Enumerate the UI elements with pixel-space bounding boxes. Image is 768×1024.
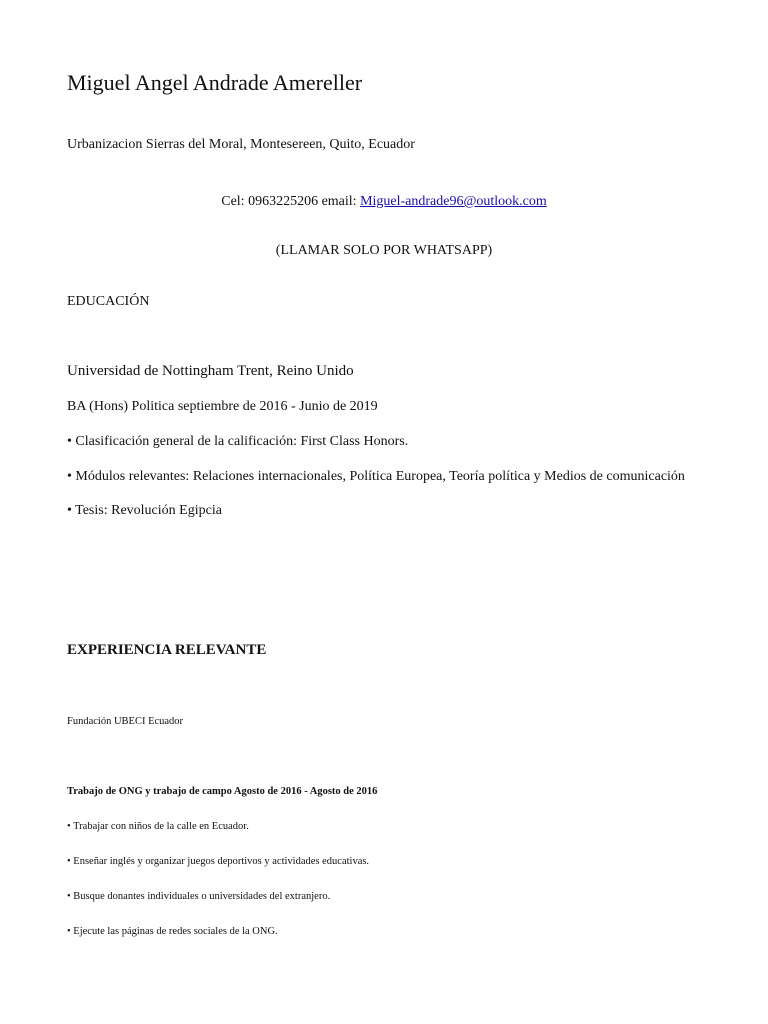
- experience-bullet: • Enseñar inglés y organizar juegos deportivos y actividades educativas.: [67, 856, 370, 867]
- experience-bullet: • Ejecute las páginas de redes sociales de la ONG.: [67, 926, 278, 937]
- degree-line: BA (Hons) Politica septiembre de 2016 - Junio de 2019: [67, 399, 378, 414]
- experience-bullet: • Trabajar con niños de la calle en Ecuador.: [67, 821, 249, 832]
- contact-line: [0, 194, 768, 210]
- education-heading: EDUCACIÓN: [67, 294, 150, 309]
- address: Urbanizacion Sierras del Moral, Montesereen, Quito, Ecuador: [67, 137, 415, 152]
- experience-bullet: • Busque donantes individuales o universidades del extranjero.: [67, 891, 331, 902]
- experience-role: Trabajo de ONG y trabajo de campo Agosto de 2016 - Agosto de 2016: [67, 786, 378, 797]
- phone-text: Cel: 0963225206 email:: [221, 194, 361, 209]
- education-bullet-thesis: • Tesis: Revolución Egipcia: [67, 503, 222, 518]
- whatsapp-note: (LLAMAR SOLO POR WHATSAPP): [275, 243, 493, 258]
- university-name: Universidad de Nottingham Trent, Reino Unido: [67, 363, 354, 379]
- education-bullet-modules: • Módulos relevantes: Relaciones internacionales, Política Europea, Teoría política y Medios de comunicación: [67, 469, 685, 484]
- education-bullet-grade: • Clasificación general de la calificación: First Class Honors.: [67, 434, 409, 449]
- candidate-name: Miguel Angel Andrade Amereller: [67, 70, 363, 95]
- experience-heading: EXPERIENCIA RELEVANTE: [67, 642, 267, 658]
- email-link[interactable]: Miguel-andrade96@outlook.com: [360, 194, 547, 209]
- experience-organization: Fundación UBECI Ecuador: [67, 716, 184, 727]
